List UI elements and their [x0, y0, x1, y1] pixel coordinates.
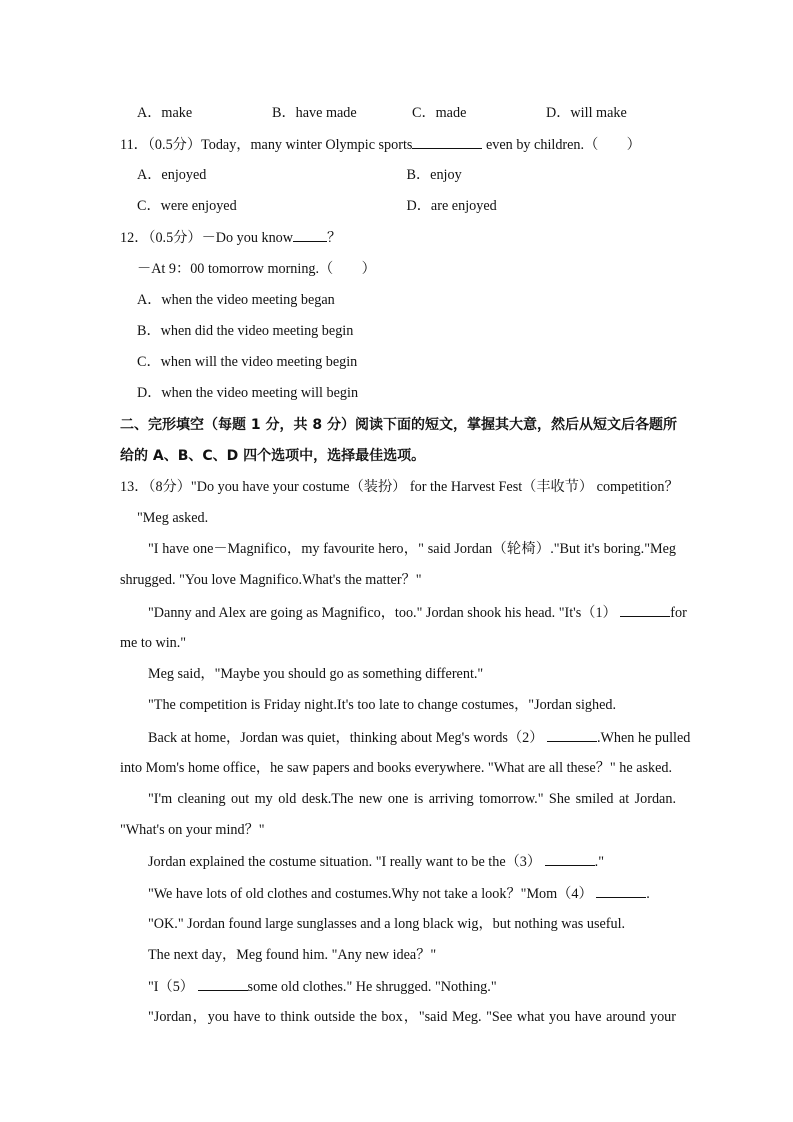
passage-line: "Meg asked. [137, 510, 209, 526]
q12-option-a: A．when the video meeting began [137, 292, 335, 308]
passage-line: Meg said，"Maybe you should go as something different." [148, 666, 484, 682]
passage-text: "I（5） [148, 979, 194, 995]
q12-stem [120, 227, 676, 248]
q11-options-row1 [137, 165, 676, 185]
answer-blank [412, 134, 482, 149]
passage-text: Back at home，Jordan was quiet，thinking about Meg's words（2） [148, 730, 544, 746]
q12-line2: －At 9：00 tomorrow morning.（ ） [137, 261, 376, 277]
passage-text: for [670, 605, 687, 621]
q12-prefix: 12．（0.5分）－Do you know [120, 230, 294, 246]
q11-stem [120, 134, 676, 155]
section-heading-line2: 给的 A、B、C、D 四个选项中，选择最佳选项。 [120, 448, 426, 464]
answer-blank [293, 227, 327, 242]
q12-option-d: D．when the video meeting will begin [137, 385, 359, 401]
passage-line: "Jordan，you have to think outside the box，"said Meg. "See what you have around your [148, 1009, 676, 1025]
passage-line: "I have one－Magnifico，my favourite hero，" said Jordan（轮椅）."But it's boring."Meg [148, 541, 676, 557]
answer-blank-2 [547, 727, 597, 742]
q11-suffix: even by children.（ ） [482, 137, 641, 153]
passage-line [148, 727, 691, 748]
passage-line: The next day，Meg found him. "Any new idea？" [148, 947, 437, 963]
passage-line: me to win." [120, 635, 187, 651]
passage-line: "The competition is Friday night.It's too late to change costumes，"Jordan sighed. [148, 697, 617, 713]
q11-option-a: A．enjoyed [137, 167, 207, 183]
passage-line: "OK." Jordan found large sunglasses and a long black wig，but nothing was useful. [148, 916, 626, 932]
answer-blank-3 [545, 851, 595, 866]
q12-option-b: B．when did the video meeting begin [137, 323, 354, 339]
passage-line [148, 883, 676, 904]
q10-option-b: B．have made [272, 105, 357, 121]
passage-text: .When he pulled [596, 730, 691, 746]
q11-option-c: C．were enjoyed [137, 198, 237, 214]
passage-text: ." [594, 854, 604, 870]
q11-options-row2 [137, 196, 676, 216]
passage-text: "Danny and Alex are going as Magnifico，too." Jordan shook his head. "It's（1） [148, 605, 617, 621]
answer-blank-5 [198, 976, 248, 991]
section-heading-line1: 二、完形填空（每题 1 分，共 8 分）阅读下面的短文，掌握其大意，然后从短文后各题所 [120, 417, 677, 433]
passage-line: into Mom's home office，he saw papers and books everywhere. "What are all these？" he asked. [120, 760, 673, 776]
passage-text: Jordan explained the costume situation. "I really want to be the（3） [148, 854, 542, 870]
q11-option-b: B．enjoy [406, 167, 462, 183]
q11-prefix: 11．（0.5分）Today，many winter Olympic sports [120, 137, 413, 153]
passage-line: "What's on your mind？" [120, 822, 265, 838]
passage-line: 13．（8分）"Do you have your costume（装扮） for the Harvest Fest（丰收节） competition？ [120, 479, 679, 495]
passage-text: some old clothes." He shrugged. "Nothing." [247, 979, 497, 995]
q11-option-d: D．are enjoyed [406, 198, 497, 214]
q12-option-c: C．when will the video meeting begin [137, 354, 358, 370]
passage-line [148, 851, 676, 872]
passage-text: "We have lots of old clothes and costumes.Why not take a look？"Mom（4） [148, 886, 593, 902]
q12-suffix: ？ [327, 230, 342, 246]
answer-blank-1 [620, 602, 670, 617]
passage-line [148, 976, 676, 997]
answer-blank-4 [596, 883, 646, 898]
q10-option-a: A．make [137, 105, 193, 121]
passage-text: . [646, 886, 650, 902]
passage-line [148, 602, 687, 623]
q10-option-c: C．made [412, 105, 467, 121]
passage-line: shrugged. "You love Magnifico.What's the matter？" [120, 572, 422, 588]
q10-option-d: D．will make [546, 105, 627, 121]
q10-options [137, 103, 676, 123]
passage-line: "I'm cleaning out my old desk.The new one is arriving tomorrow." She smiled at Jordan. [148, 791, 676, 807]
